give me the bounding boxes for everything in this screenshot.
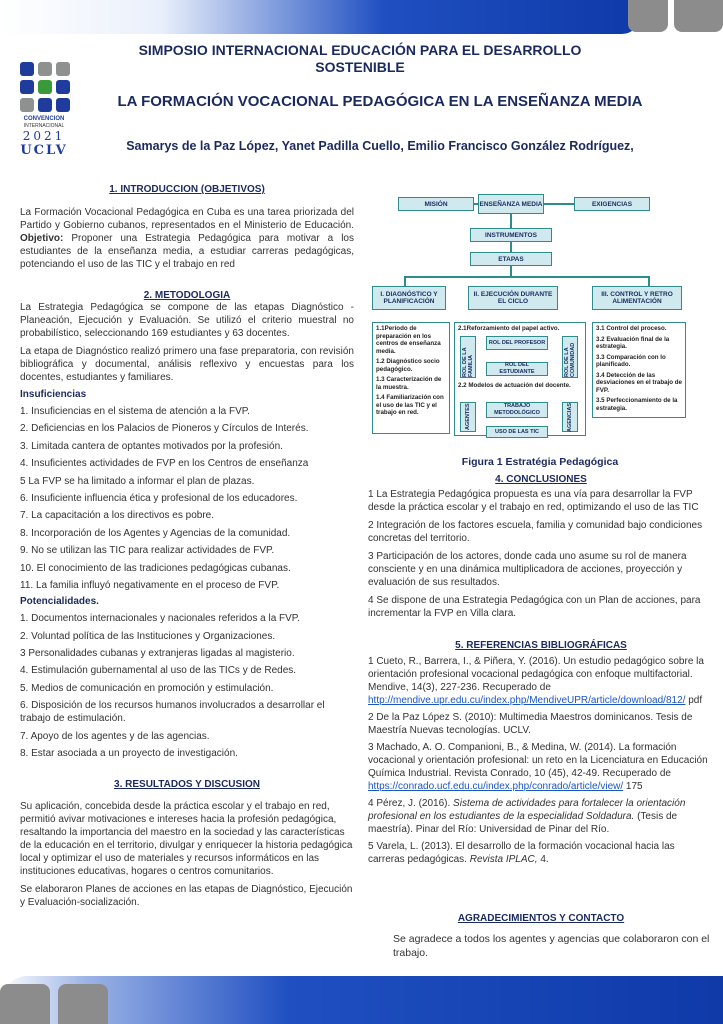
diagram-col3-item: 3.2 Evaluación final de la estrategia. <box>596 335 670 350</box>
conclusion-item: 2 Integración de los factores escuela, familia y comunidad bajo condiciones concretas del territorio. <box>368 520 703 544</box>
results-heading: 3. RESULTADOS Y DISCUSION <box>114 779 260 790</box>
logo-name: UCLV <box>20 143 68 158</box>
potencialidad-item: 5. Medios de comunicación en promoción y estimulación. <box>20 682 274 694</box>
insuficiencia-item: 4. Insuficientes actividades de FVP en los Centros de enseñanza <box>20 458 309 470</box>
insuficiencia-item: 8. Incorporación de los Agentes y Agencias de la comunidad. <box>20 527 291 539</box>
diagram-col2-head: II. EJECUCIÓN DURANTE EL CICLO <box>468 286 558 310</box>
method-p2: La etapa de Diagnóstico realizó primero una fase preparatoria, con revisión bibliográfica y documental, análisis reflexivo y encuestas para los docentes, estudiantes y familiares. <box>20 346 354 383</box>
results-p2: Se elaboraron Planes de acciones en las etapas de Diagnóstico, Ejecución y Evaluación-socialización. <box>20 884 353 908</box>
diagram-rol-estudiante: ROL DEL ESTUDIANTE <box>486 362 548 376</box>
method-section <box>20 290 354 764</box>
diagram-col3-item: 3.5 Perfeccionamiento de la estrategia. <box>596 397 678 412</box>
potencialidades-list <box>20 612 354 760</box>
reference-2: 2 De la Paz López S. (2010): Multimedia Maestros dominicanos. Tesis de Maestría Nuevas tecnologías. UCLV. <box>368 712 693 736</box>
diagram-col1-head: I. DIAGNÓSTICO Y PLANIFICACIÓN <box>372 286 446 310</box>
reference-3-link[interactable]: https://conrado.ucf.edu.cu/index.php/conrado/article/view/ <box>368 781 624 792</box>
bottom-gray-tab <box>58 984 108 1024</box>
diagram-instrumentos: INSTRUMENTOS <box>470 228 552 242</box>
diagram-col2-top: 2.1Reforzamiento del papel activo. <box>458 325 560 332</box>
conclusions-heading: 4. CONCLUSIONES <box>495 474 587 485</box>
potencialidad-item: 1. Documentos internacionales y nacionales referidos a la FVP. <box>20 613 300 625</box>
conclusion-item: 1 La Estrategia Pedagógica propuesta es una vía para desarrollar la FVP desde la práctica escolar y el trabajo en red, optimizando el uso de las TIC <box>368 489 699 513</box>
diagram-col1-item: 1.4 Familiarización con el uso de las TIC y el trabajo en red. <box>376 394 444 416</box>
insuficiencia-item: 3. Limitada cantera de optantes motivados por la profesión. <box>20 440 283 452</box>
diagram-col1-panel <box>372 322 450 434</box>
diagram-col3-panel <box>592 322 686 418</box>
diagram-mision: MISIÓN <box>398 197 474 211</box>
top-gray-tab <box>674 0 723 32</box>
conclusions-section <box>368 474 714 625</box>
logo-squares-icon <box>20 62 74 112</box>
potencialidad-item: 6. Disposición de los recursos humanos involucrados a desarrollar el trabajo de estimulación. <box>20 700 325 725</box>
conclusion-item: 3 Participación de los actores, donde cada uno asume su rol de manera consciente y en una dinámica multiplicadora de acciones, proyección y evaluación de sus resultados. <box>368 551 687 588</box>
thanks-section <box>368 913 714 960</box>
insuficiencia-item: 6. Insuficiente influencia ética y profesional de los educadores. <box>20 492 298 504</box>
diagram-col1-item: 1.2 Diagnóstico socio pedagógico. <box>376 358 440 373</box>
event-title: SIMPOSIO INTERNACIONAL EDUCACIÓN PARA EL DESARROLLO SOSTENIBLE <box>138 42 582 75</box>
logo-year: 2021 <box>22 129 66 143</box>
diagram-col1-item: 1.1Período de preparación en los centros de enseñanza media. <box>376 325 441 355</box>
strategy-diagram <box>368 188 690 456</box>
potencialidad-item: 4. Estimulación gubernamental al uso de las TICs y de Redes. <box>20 665 297 677</box>
figure-caption: Figura 1 Estratégia Pedagógica <box>461 456 619 468</box>
diagram-rol-profesor: ROL DEL PROFESOR <box>486 336 548 350</box>
reference-1-link[interactable]: http://mendive.upr.edu.cu/index.php/MendiveUPR/article/download/812/ <box>368 695 686 706</box>
reference-4: 4 Pérez, J. (2016). Sistema de actividades para fortalecer la orientación profesional en los estudiantes de la especialidad Soldadura. (Tesis de maestría). Pinar del Río: Universidad de Pinar del Río. <box>368 798 686 835</box>
bottom-gray-tab <box>0 984 50 1024</box>
references-section <box>368 640 714 866</box>
insuficiencia-item: 11. La familia influyó negativamente en el proceso de FVP. <box>20 579 280 591</box>
insuficiencia-item: 2. Deficiencias en los Palacios de Pioneros y Círculos de Interés. <box>20 423 309 435</box>
diagram-col3-item: 3.4 Detección de las desviaciones en el trabajo de FVP. <box>596 371 682 394</box>
diagram-agentes: AGENTES <box>460 402 476 432</box>
diagram-agencias: AGENCIAS <box>562 402 578 432</box>
diagram-col3-item: 3.3 Comparación con lo planificado. <box>596 353 666 368</box>
diagram-col2-mid: 2.2 Modelos de actuación del docente. <box>458 382 571 389</box>
diagram-etapas: ETAPAS <box>470 252 552 266</box>
diagram-rol-familia: ROL DE LA FAMILIA <box>460 336 476 378</box>
reference-5: 5 Varela, L. (2013). El desarrollo de la formación vocacional hacia las carreras pedagógicas. Revista IPLAC, 4. <box>368 841 675 865</box>
logo-line1: CONVENCION <box>23 116 65 122</box>
insuficiencia-item: 1. Insuficiencias en el sistema de atención a la FVP. <box>20 406 250 417</box>
intro-section <box>20 184 354 271</box>
thanks-text: Se agradece a todos los agentes y agencias que colaboraron con el trabajo. <box>393 933 710 959</box>
diagram-col3-item: 3.1 Control del proceso. <box>596 325 667 332</box>
potencialidad-item: 2. Voluntad política de las Instituciones y Organizaciones. <box>20 630 276 642</box>
insuficiencia-item: 10. El conocimiento de las tradiciones pedagógicas cubanas. <box>20 562 291 574</box>
diagram-trabajo-metodologico: TRABAJO METODOLÓGICO <box>486 402 548 418</box>
method-heading: 2. METODOLOGIA <box>143 290 231 301</box>
insuficiencia-item: 5 La FVP se ha limitado a informar el plan de plazas. <box>20 475 255 487</box>
potencialidad-item: 3 Personalidades cubanas y extranjeras ligadas al magisterio. <box>20 648 295 660</box>
poster-title: LA FORMACIÓN VOCACIONAL PEDAGÓGICA EN LA ENSEÑANZA MEDIA <box>117 93 643 110</box>
top-decorative-band <box>0 0 640 34</box>
top-gray-tab <box>628 0 668 32</box>
method-p1: La Estrategia Pedagógica se compone de las etapas Diagnóstico - Planeación, Ejecución y Evaluación. Se utilizó el criterio muestral no probabilístico, seleccionando 169 estudiantes y 63 docentes. <box>20 302 354 339</box>
insuficiencias-list <box>20 405 354 592</box>
intro-text: La Formación Vocacional Pedagógica en Cuba es una tarea priorizada del Partido y Gobierno cubanos, representados en el Ministerio de Educación. Objetivo: Proponer una Estrategia Pedagógica para motivar a los estudiantes de la enseñanza media, a estudiar carreras pedagógicas, potenciando el uso de las TIC y el trabajo en red <box>20 207 354 270</box>
logo-line2: INTERNACIONAL <box>23 123 65 129</box>
diagram-exigencias: EXIGENCIAS <box>574 197 650 211</box>
results-p1: Su aplicación, concebida desde la práctica escolar y el trabajo en red, permitió avivar motivaciones e intereses hacia la profesión pedagógica, resaltando la importancia del maestro en la sociedad y las características de la educación en el territorio, divulgar y enriquecer la historia pedagógica local y optimizar el uso de materiales y recursos informáticos en las instituciones educativas, hogares o centros comunitarios. <box>20 801 353 877</box>
potencialidad-item: 7. Apoyo de los agentes y de las agencias. <box>20 730 210 742</box>
diagram-uso-tic: USO DE LAS TIC <box>486 426 548 438</box>
results-section <box>20 779 354 909</box>
diagram-rol-comunidad: ROL DE LA COMUNIDAD <box>562 336 578 378</box>
insuficiencia-item: 7. La capacitación a los directivos es pobre. <box>20 510 214 522</box>
convention-logo <box>14 62 74 158</box>
thanks-heading: AGRADECIMIENTOS Y CONTACTO <box>457 913 625 924</box>
potencialidad-item: 8. Estar asociada a un proyecto de investigación. <box>20 748 238 760</box>
reference-1: 1 Cueto, R., Barrera, I., & Piñera, Y. (2016). Un estudio pedagógico sobre la orientación profesional vocacional pedagógica con enfoque multifactorial. Mendive, 14(3), 227-236. Recuperado de http://mendive.upr.edu.cu/index.php/MendiveUPR/article/download/812/ pdf <box>368 656 704 706</box>
conclusion-item: 4 Se dispone de una Estrategia Pedagógica con un Plan de acciones, para incrementar la FVP en Villa clara. <box>368 595 701 619</box>
diagram-col3-head: III. CONTROL Y RETRO ALIMENTACIÓN <box>592 286 682 310</box>
reference-3: 3 Machado, A. O. Companioni, B., & Medina, W. (2014). La formación vocacional y orientación profesional: un reto en la Licenciatura en Educación Química Industrial. Revista Conrado, 10 (45), 42-49. Recuperado de https://conrado.ucf.edu.cu/index.php/conrado/article/view/ 175 <box>368 742 708 792</box>
diagram-ensenanza: ENSEÑANZA MEDIA <box>478 194 544 214</box>
references-heading: 5. REFERENCIAS BIBLIOGRÁFICAS <box>455 640 627 651</box>
insuficiencias-label: Insuficiencias <box>20 389 87 400</box>
bottom-decorative-band <box>0 976 723 1024</box>
potencialidades-label: Potencialidades. <box>20 596 99 608</box>
authors: Samarys de la Paz López, Yanet Padilla Cuello, Emilio Francisco González Rodríguez, <box>126 139 634 153</box>
insuficiencia-item: 9. No se utilizan las TIC para realizar actividades de FVP. <box>20 545 275 557</box>
intro-heading: 1. INTRODUCCION (OBJETIVOS) <box>109 184 265 195</box>
diagram-col1-item: 1.3 Caracterización de la muestra. <box>376 376 442 391</box>
